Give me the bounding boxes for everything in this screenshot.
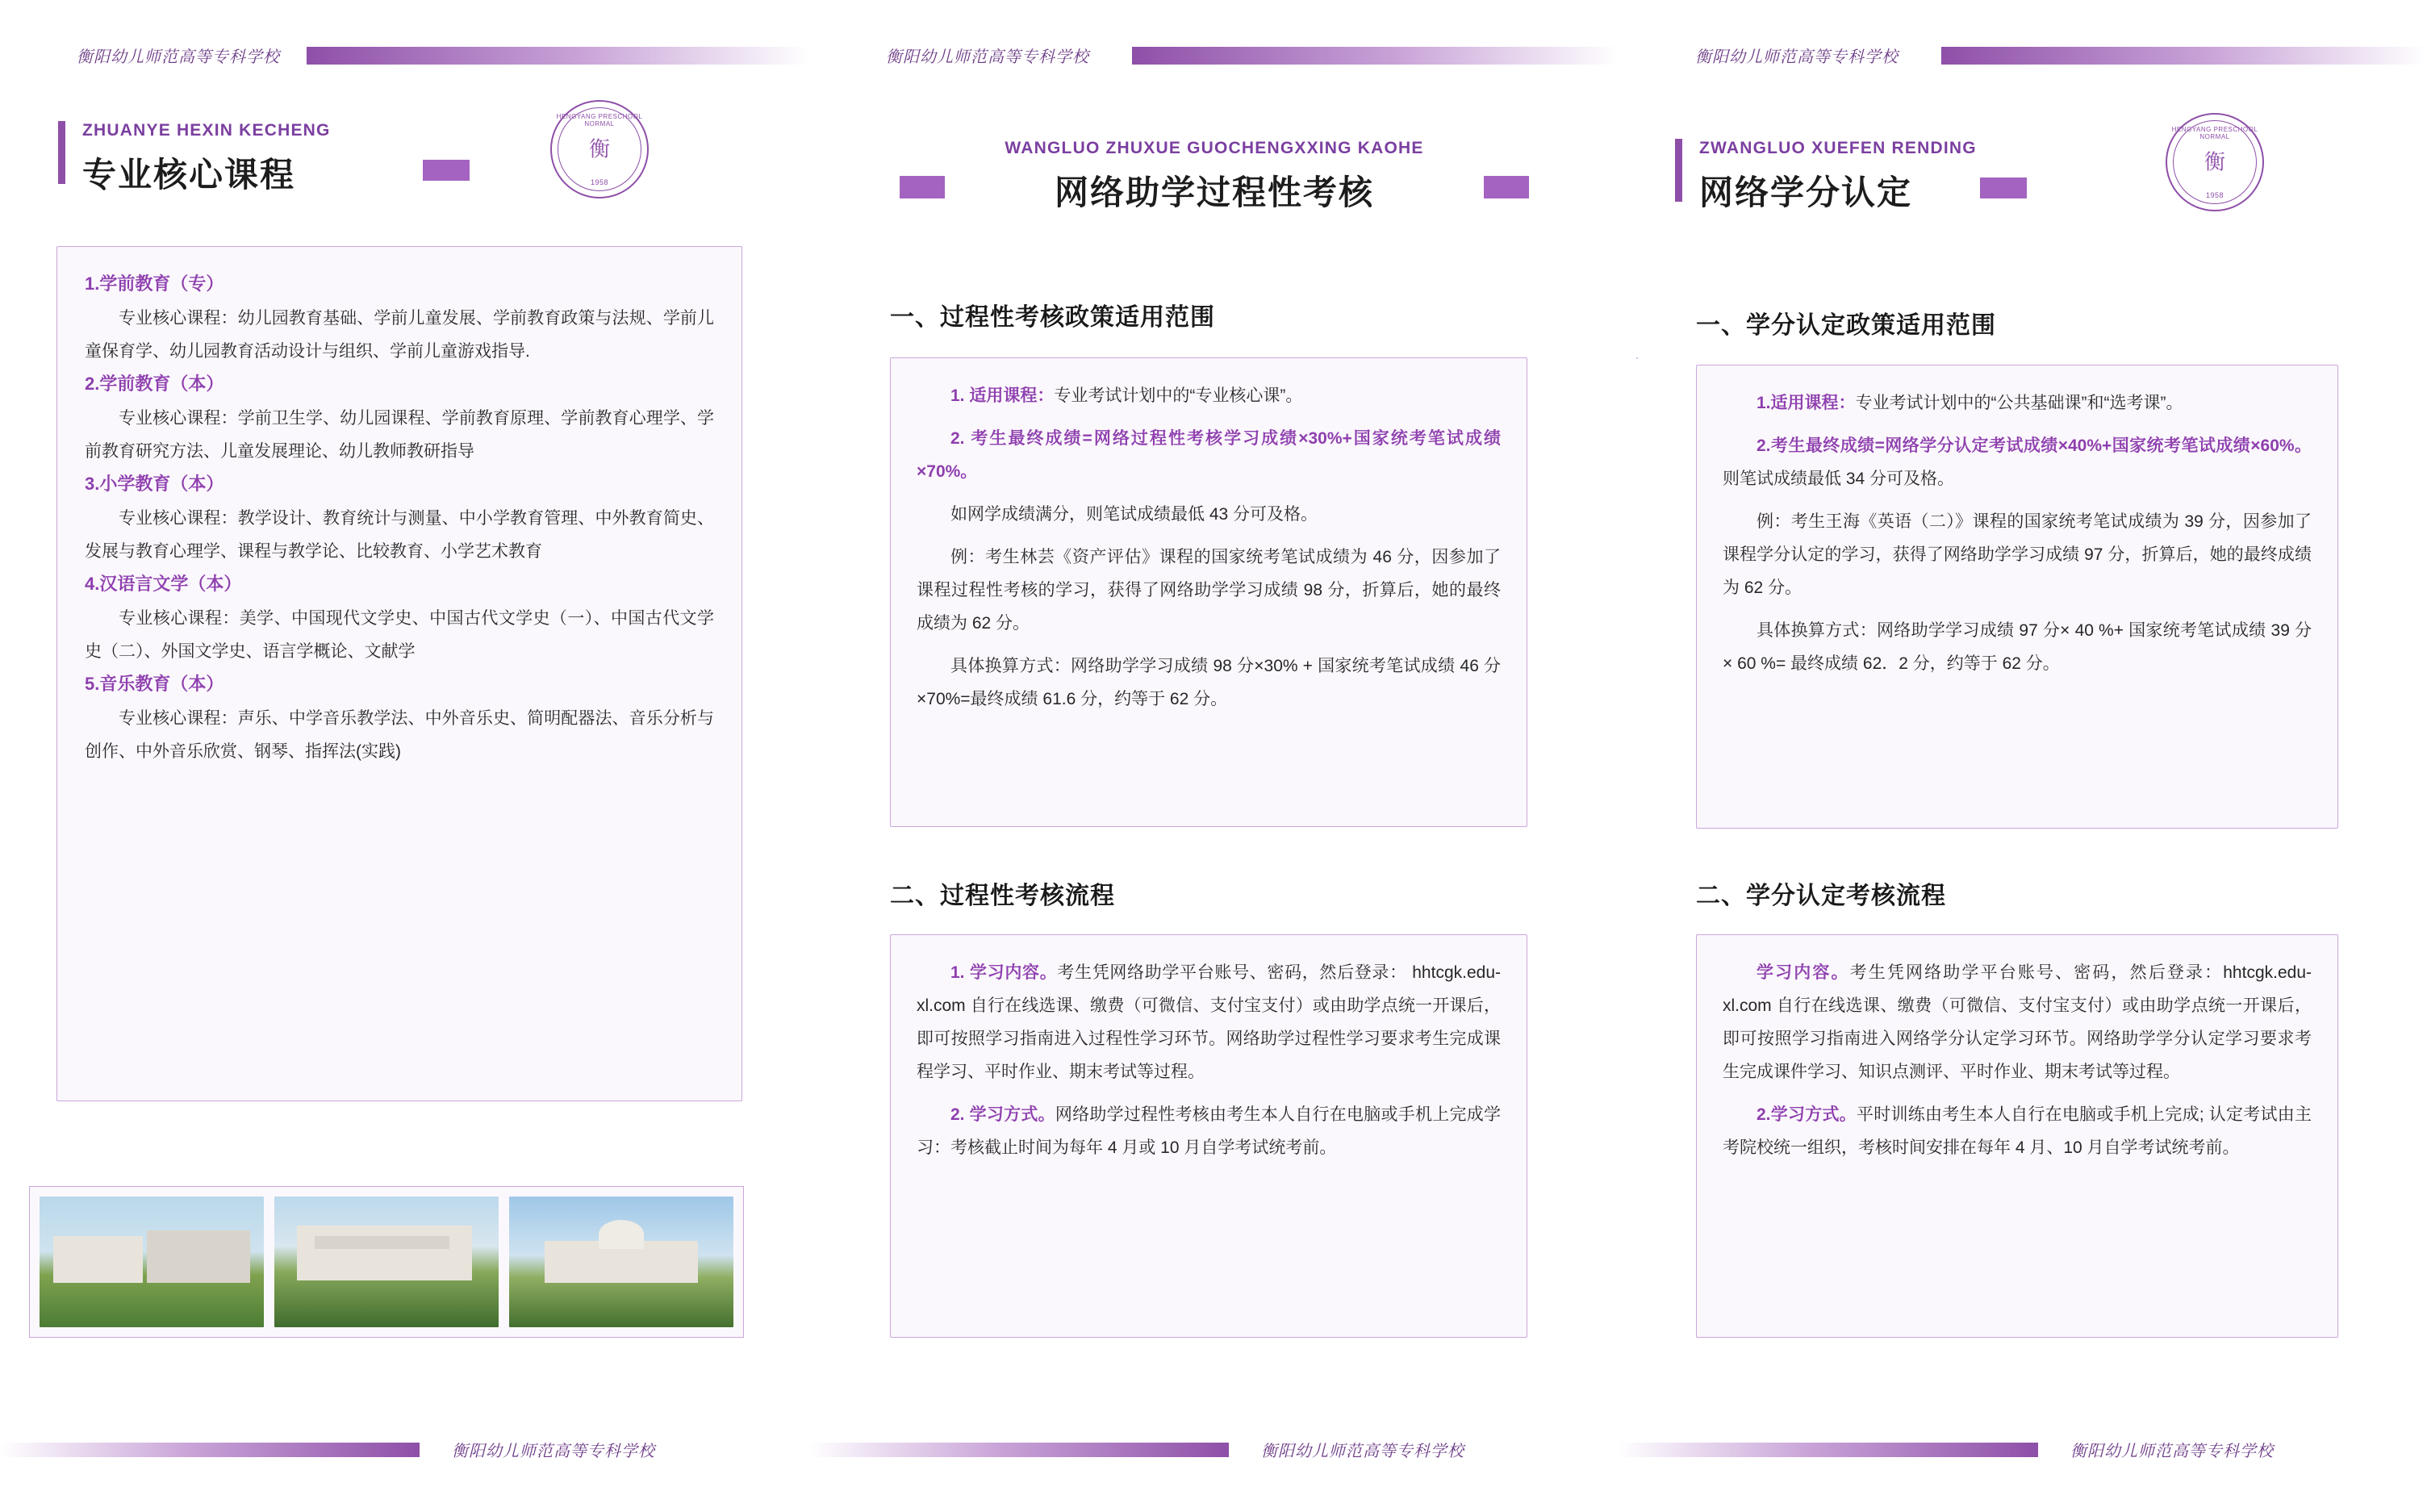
- panel-3-section-2-card: [1696, 934, 2338, 1338]
- policy-paragraph: [917, 422, 1501, 488]
- paragraph-text: 则笔试成绩最低 34 分可及格。: [1723, 470, 1955, 488]
- top-decor-bar-2: [809, 47, 1619, 65]
- brand-text-bottom-3: 衡阳幼儿师范高等专科学校: [2070, 1443, 2274, 1460]
- school-logo-1: [550, 100, 649, 198]
- header-accent-square-right: [1484, 176, 1529, 198]
- panel-2-section-2-title: 二、过程性考核流程: [890, 883, 1115, 909]
- core-courses-card: [56, 246, 742, 1101]
- brand-text-top-2: 衡阳幼儿师范高等专科学校: [886, 48, 1089, 66]
- policy-paragraph: [1723, 386, 2312, 420]
- header-accent-bar: [1675, 139, 1682, 202]
- campus-photo-3: [509, 1197, 733, 1327]
- policy-paragraph: 如网学成绩满分，则笔试成绩最低 43 分可及格。: [950, 505, 1318, 524]
- bottom-decor-bar-1: [0, 1443, 809, 1460]
- program-body: 专业核心课程：声乐、中学音乐教学法、中外音乐史、简明配器法、音乐分析与创作、中外音乐欣赏、钢琴、指挥法(实践): [85, 709, 714, 761]
- paragraph-lead: 2. 学习方式。: [950, 1105, 1055, 1124]
- flow-paragraph: [917, 1098, 1501, 1164]
- program-body: 专业核心课程：学前卫生学、幼儿园课程、学前教育原理、学前教育心理学、学前教育研究方法、儿童发展理论、幼儿教师教研指导: [85, 409, 714, 461]
- bottom-decor-bar-3: [1619, 1443, 2427, 1460]
- program-item: [85, 468, 714, 568]
- paragraph-lead: 2. 考生最终成绩=网络过程性考核学习成绩×30%+国家统考笔试成绩×70%。: [917, 429, 1501, 481]
- policy-paragraph: 例：考生王海《英语（二）》课程的国家统考笔试成绩为 39 分，因参加了课程学分认定的学习，获得了网络助学学习成绩 97 分，折算后，她的最终成绩为 62 分。: [1723, 512, 2312, 597]
- campus-photo-strip: [29, 1186, 744, 1338]
- flow-paragraph: [1723, 956, 2312, 1088]
- header-accent-square: [423, 160, 470, 181]
- paragraph-lead: 2.学习方式。: [1757, 1105, 1857, 1124]
- brand-text-top-3: 衡阳幼儿师范高等专科学校: [1695, 48, 1899, 66]
- program-body: 专业核心课程：幼儿园教育基础、学前儿童发展、学前教育政策与法规、学前儿童保育学、幼儿园教育活动设计与组织、学前儿童游戏指导.: [85, 309, 714, 361]
- program-body: 专业核心课程：教学设计、教育统计与测量、中小学教育管理、中外教育简史、发展与教育心理学、课程与教学论、比较教育、小学艺术教育: [85, 509, 714, 561]
- paragraph-text: 平时训练由考生本人自行在电脑或手机上完成; 认定考试由主考院校统一组织，考核时间安排在每年 4 月、10 月自学考试统考前。: [1723, 1105, 2312, 1157]
- program-title: 4.汉语言文学（本）: [85, 574, 242, 594]
- panel-2-header: [867, 121, 1561, 216]
- policy-paragraph: [917, 379, 1501, 412]
- panel-3-section-1-title: 一、学分认定政策适用范围: [1696, 312, 1996, 339]
- paragraph-text: 考生凭网络助学平台账号、密码，然后登录： hhtcgk.edu-xl.com 自行在线选课、缴费（可微信、支付宝支付）或由助学点统一开课后，即可按照学习指南进入过程性学习环节。网络助学过程性学习要求考生完成课程学习、平时作业、期末考试等过程。: [917, 963, 1501, 1081]
- program-item: [85, 368, 714, 468]
- policy-paragraph: [1723, 429, 2312, 495]
- logo-mark: 衡: [588, 137, 611, 161]
- panel-2-section-1-card: [890, 357, 1527, 827]
- program-title: 1.学前教育（专）: [85, 274, 224, 294]
- program-title: 2.学前教育（本）: [85, 374, 224, 394]
- paragraph-lead: 学习内容。: [1757, 963, 1850, 982]
- header-accent-square: [1980, 178, 2027, 198]
- brand-text-bottom-2: 衡阳幼儿师范高等专科学校: [1261, 1443, 1464, 1460]
- logo-year: 1958: [590, 178, 609, 186]
- campus-photo-2: [274, 1197, 499, 1327]
- panel-3-section-1-card: [1696, 365, 2338, 829]
- paragraph-text: 专业考试计划中的“专业核心课”。: [1054, 386, 1303, 405]
- policy-paragraph: 具体换算方式：网络助学学习成绩 98 分×30% + 国家统考笔试成绩 46 分×70%=最终成绩 61.6 分，约等于 62 分。: [917, 657, 1501, 708]
- paragraph-text: 网络助学过程性考核由考生本人自行在电脑或手机上完成学习：考核截止时间为每年 4 月或 10 月自学考试统考前。: [917, 1105, 1501, 1157]
- logo-year: 1958: [2205, 191, 2224, 199]
- panel-2-section-1-title: 一、过程性考核政策适用范围: [890, 304, 1215, 331]
- top-decor-bar-1: [0, 47, 809, 65]
- panel-3-en-title: ZWANGLUO XUEFEN RENDING: [1699, 139, 1977, 157]
- campus-photo-1: [40, 1197, 264, 1327]
- program-item: [85, 668, 714, 768]
- bottom-decor-bar-2: [809, 1443, 1619, 1460]
- paragraph-text: 专业考试计划中的“公共基础课”和“选考课”。: [1855, 394, 2183, 412]
- panel-2-en-title: WANGLUO ZHUXUE GUOCHENGXXING KAOHE: [1005, 139, 1424, 157]
- paragraph-lead: 2.考生最终成绩=网络学分认定考试成绩×40%+国家统考笔试成绩×60%。: [1757, 436, 2312, 455]
- panel-1-en-title: ZHUANYE HEXIN KECHENG: [82, 121, 331, 140]
- header-accent-bar: [58, 121, 65, 184]
- flow-paragraph: [1723, 1098, 2312, 1164]
- panel-2-section-2-card: [890, 934, 1527, 1338]
- panel-process-assessment: [809, 0, 1619, 1512]
- panel-core-courses: [0, 0, 809, 1512]
- panel-3-section-2-title: 二、学分认定考核流程: [1696, 883, 1946, 909]
- program-item: [85, 268, 714, 368]
- program-title: 3.小学教育（本）: [85, 474, 224, 494]
- logo-mark: 衡: [2204, 150, 2226, 174]
- panel-2-cn-title: 网络助学过程性考核: [1054, 173, 1374, 211]
- policy-paragraph: 例：考生林芸《资产评估》课程的国家统考笔试成绩为 46 分，因参加了课程过程性考核的学习，获得了网络助学学习成绩 98 分，折算后，她的最终成绩为 62 分。: [917, 548, 1501, 633]
- top-decor-bar-3: [1619, 47, 2427, 65]
- policy-paragraph: 具体换算方式：网络助学学习成绩 97 分× 40 %+ 国家统考笔试成绩 39 分× 60 %= 最终成绩 62．2 分，约等于 62 分。: [1723, 621, 2312, 673]
- paragraph-lead: 1.适用课程：: [1757, 394, 1856, 412]
- school-logo-3: [2166, 113, 2264, 211]
- panel-credit-recognition: [1619, 0, 2427, 1512]
- program-body: 专业核心课程：美学、中国现代文学史、中国古代文学史（一）、中国古代文学史（二）、外国文学史、语言学概论、文献学: [85, 609, 714, 661]
- brand-text-top-1: 衡阳幼儿师范高等专科学校: [77, 48, 280, 66]
- paragraph-lead: 1. 适用课程：: [950, 386, 1055, 405]
- panel-1-header: [58, 103, 752, 198]
- logo-top-text: HENGYANG PRESCHOOL NORMAL: [2171, 126, 2258, 140]
- panel-3-header: [1675, 121, 2369, 216]
- panel-1-cn-title: 专业核心课程: [82, 156, 296, 194]
- panel-3-cn-title: 网络学分认定: [1699, 173, 1913, 211]
- program-title: 5.音乐教育（本）: [85, 674, 224, 694]
- flow-paragraph: [917, 956, 1501, 1088]
- brand-text-bottom-1: 衡阳幼儿师范高等专科学校: [452, 1443, 655, 1460]
- paragraph-lead: 1. 学习内容。: [950, 963, 1058, 982]
- paragraph-text: 考生凭网络助学平台账号、密码，然后登录：hhtcgk.edu-xl.com 自行在线选课、缴费（可微信、支付宝支付）或由助学点统一开课后，即可按照学习指南进入网络学分认定学习环节。网络助学学分认定学习要求考生完成课件学习、知识点测评、平时作业、期末考试等过程。: [1723, 963, 2312, 1081]
- program-item: [85, 568, 714, 668]
- logo-top-text: HENGYANG PRESCHOOL NORMAL: [556, 113, 643, 127]
